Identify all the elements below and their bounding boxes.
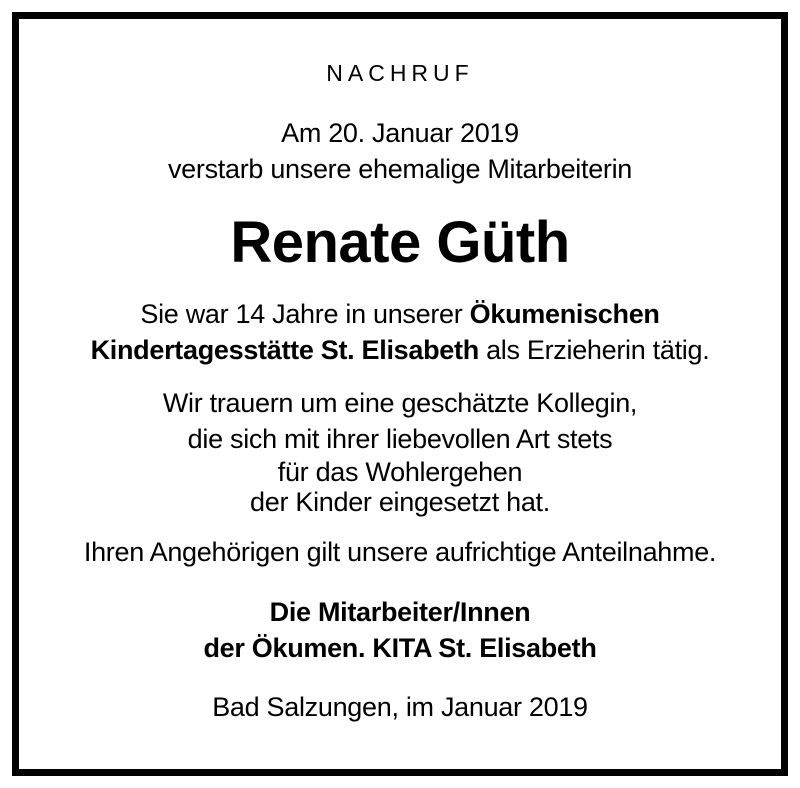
mourning-line-2: die sich mit ihrer liebevollen Art stets [187,424,613,454]
notice-header: NACHRUF [326,60,474,86]
mourning-line-3: für das Wohlergehen [277,457,523,487]
mourning-line-1: Wir trauern um eine geschätzte Kollegin, [162,388,638,418]
service-line-2 [0,332,800,368]
deceased-name: Renate Güth [230,210,570,275]
service-line-2-suffix: als Erzieherin tätig. [478,335,710,365]
intro-text-line: verstarb unsere ehemalige Mitarbeiterin [167,154,633,184]
condolence-line: Ihren Angehörigen gilt unsere aufrichtige Anteilnahme. [83,537,717,567]
death-date-line: Am 20. Januar 2019 [281,118,519,148]
signature-line-1: Die Mitarbeiter/Innen [269,597,531,627]
mourning-line-4: der Kinder eingesetzt hat. [250,487,550,517]
signature-line-2: der Ökumen. KITA St. Elisabeth [203,633,597,663]
service-line-1 [0,296,800,332]
place-date-line: Bad Salzungen, im Januar 2019 [212,692,588,722]
service-line-1-prefix: Sie war 14 Jahre in unserer [140,299,470,329]
institution-name-part-2: Kindertagesstätte St. Elisabeth [90,335,479,365]
institution-name-part-1: Ökumenischen [469,299,660,329]
